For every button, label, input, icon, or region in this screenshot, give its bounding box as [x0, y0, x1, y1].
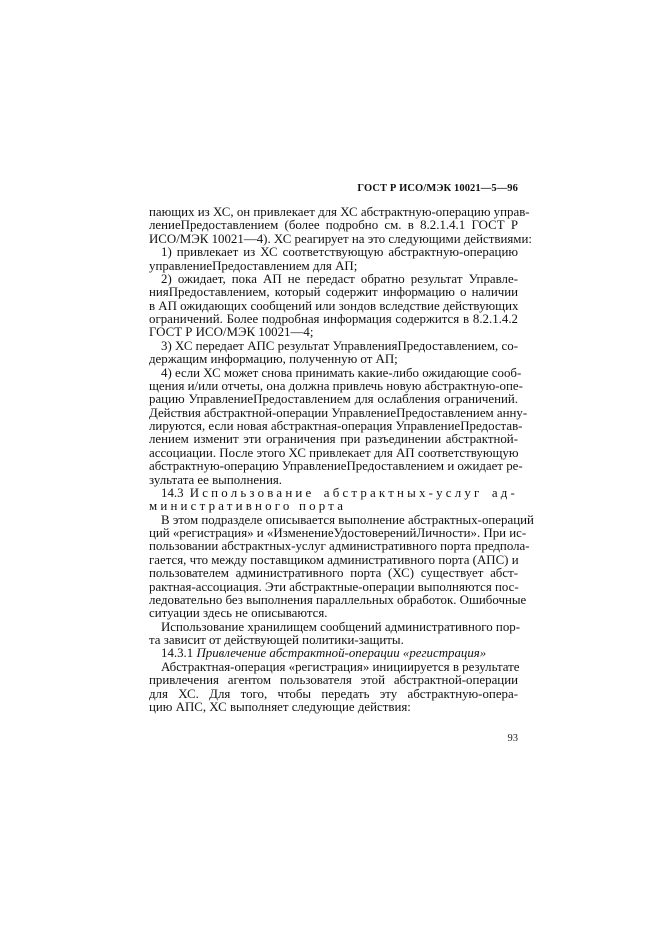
list-item-1: 1) привлекает из ХС соответствующую абстрактную-операцию: [161, 245, 518, 260]
text-line: ситуации здесь не описываются.: [149, 606, 328, 621]
subsection-number: 14.3.1: [161, 646, 194, 661]
text-line: рактная-ассоциация. Эти абстрактные-операции выполняются пос-: [149, 579, 519, 594]
text-line: для ХС. Для того, чтобы передать эту абстрактную-опера-: [149, 686, 518, 701]
section-heading-line-1: [149, 487, 518, 500]
text-line: нияПредоставлением, который содержит информацию о наличии: [149, 285, 518, 300]
text-line: цию АПС, ХС выполняет следующие действия:: [149, 699, 411, 714]
text-line: привлечения агентом пользователя этой абстрактной-операции: [149, 673, 518, 688]
section-heading-line-2: министративного порта: [149, 499, 347, 514]
text-line: ограничений. Более подробная информация содержится в 8.2.1.4.2: [149, 312, 518, 326]
text-line: ледовательно без выполнения параллельных обработок. Ошибочные: [149, 592, 527, 607]
text-line: та зависит от действующей политики-защиты.: [149, 633, 404, 647]
text-line: пользователем административного порта (ХС) существует абст-: [149, 566, 518, 581]
text-line: лируются, если новая абстрактная-операция УправлениеПредостав-: [149, 419, 523, 433]
body-text: [149, 205, 534, 714]
text-line: в АП ожидающих сообщений или зондов вследствие действующих: [149, 298, 519, 313]
text-line: держащим информацию, полученную от АП;: [149, 352, 398, 367]
text-line: Использование хранилищем сообщений административного пор-: [161, 619, 521, 634]
text-line: пающих из ХС, он привлекает для ХС абстрактную-операцию управ-: [149, 205, 530, 219]
text-line: пользовании абстрактных-услуг административного порта предпола-: [149, 539, 530, 554]
section-number: 14.3: [161, 485, 184, 500]
section-title-part-1: Использование абстрактных-услуг ад-: [189, 485, 518, 500]
text-line: лениеПредоставлением (более подробно см. в 8.2.1.4.1 ГОСТ Р: [149, 218, 518, 233]
text-line: рацию УправлениеПредоставлением для ослабления ограничений.: [149, 392, 518, 407]
list-item-4: 4) если ХС может снова принимать какие-либо ожидающие сооб-: [161, 365, 522, 380]
text-line: ГОСТ Р ИСО/МЭК 10021—4;: [149, 325, 314, 340]
subsection-title: Привлечение абстрактной-операции «регистрация»: [196, 646, 487, 661]
text-line: ИСО/МЭК 10021—4). ХС реагирует на это следующими действиями:: [149, 231, 532, 246]
text-line: Действия абстрактной-операции УправлениеПредоставлением анну-: [149, 405, 528, 420]
text-line: управлениеПредоставлением для АП;: [149, 258, 358, 273]
text-line: В этом подразделе описывается выполнение абстрактных-операций: [161, 512, 534, 527]
list-item-2: 2) ожидает, пока АП не передаст обратно результат Управле-: [161, 271, 518, 286]
text-line: лением изменит эти ограничения при разъединении абстрактной-: [149, 432, 518, 447]
list-item-3: 3) ХС передает АПС результат УправленияПредоставлением, со-: [161, 338, 518, 353]
text-line: щения и/или отчеты, она должна привлечь новую абстрактную-опе-: [149, 378, 523, 393]
text-line: абстрактную-операцию УправлениеПредоставлением и ожидает ре-: [149, 459, 523, 474]
subsection-heading: [149, 647, 518, 660]
text-line: зультата ее выполнения.: [149, 472, 283, 487]
text-line: ассоциации. После этого ХС привлекает для АП соответствующую: [149, 445, 519, 460]
text-line: Абстрактная-операция «регистрация» инициируется в результате: [161, 659, 520, 674]
text-line: гается, что между поставщиком административного порта (АПС) и: [149, 552, 519, 567]
text-line: ций «регистрация» и «ИзменениеУдостоверенийЛичности». При ис-: [149, 526, 527, 540]
standard-header: ГОСТ Р ИСО/МЭК 10021—5—96: [357, 183, 518, 194]
page-number: 93: [507, 733, 518, 744]
